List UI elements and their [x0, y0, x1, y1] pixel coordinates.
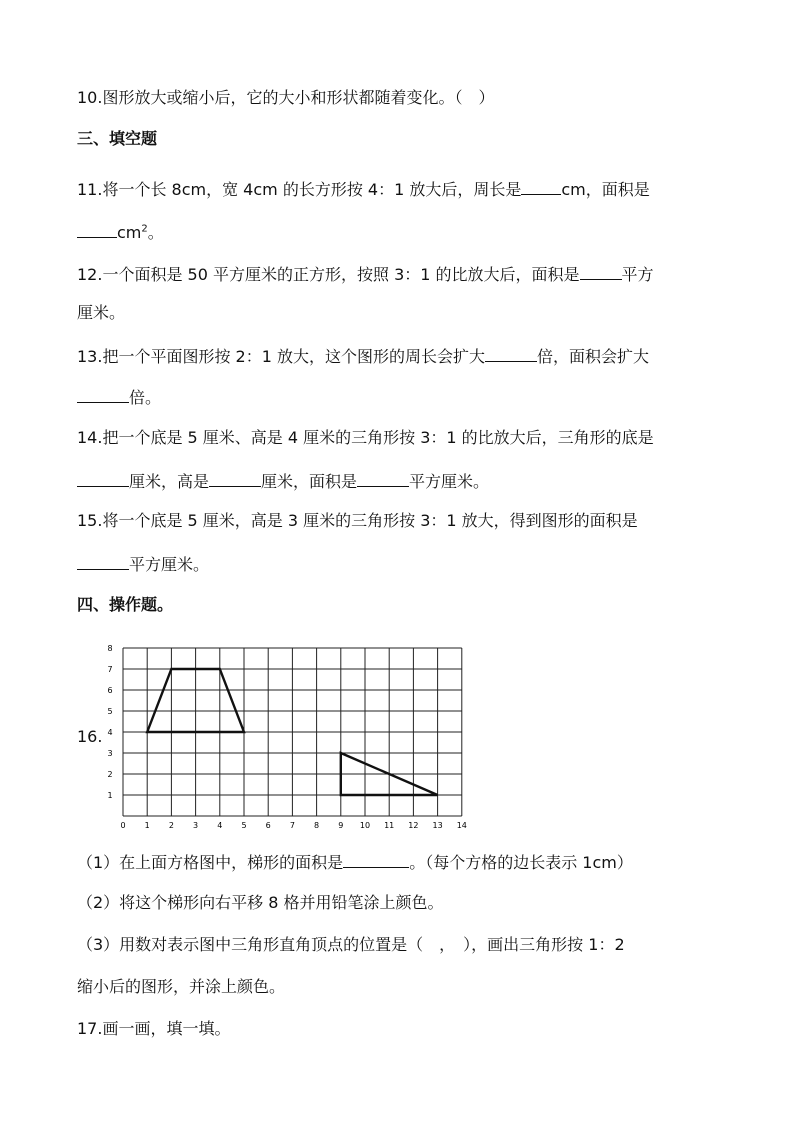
x-tick-label: 12 — [408, 821, 419, 830]
coordinate-grid — [100, 640, 480, 832]
question-10: 10.图形放大或缩小后，它的大小和形状都随着变化。（ ） — [77, 88, 495, 107]
answer-blank[interactable] — [209, 470, 261, 487]
question-16-part-3: （3）用数对表示图中三角形直角顶点的位置是（ ， ），画出三角形按 1：2 — [77, 935, 625, 954]
question-15-continued: 平方厘米。 — [77, 553, 209, 575]
answer-blank[interactable] — [77, 470, 129, 487]
question-11: 11.将一个长 8cm，宽 4cm 的长方形按 4：1 放大后，周长是 cm，面积是 — [77, 180, 650, 199]
answer-blank[interactable] — [580, 263, 622, 280]
y-tick-label: 3 — [107, 749, 113, 758]
question-17: 17.画一画，填一填。 — [77, 1019, 231, 1038]
answer-blank[interactable] — [357, 470, 409, 487]
answer-blank[interactable] — [77, 386, 129, 403]
question-11-continued: $cm^2$。 — [77, 221, 164, 243]
y-tick-label: 1 — [107, 791, 113, 800]
y-tick-label: 4 — [107, 728, 113, 737]
y-tick-label: 6 — [107, 686, 113, 695]
answer-blank[interactable] — [77, 553, 129, 570]
question-13: 13.把一个平面图形按 2：1 放大，这个图形的周长会扩大 倍，面积会扩大 — [77, 347, 649, 366]
x-tick-label: 8 — [314, 821, 320, 830]
y-tick-label: 7 — [107, 665, 113, 674]
question-16-part-2: （2）将这个梯形向右平移 8 格并用铅笔涂上颜色。 — [77, 893, 444, 912]
question-16-part-1: （1）在上面方格图中，梯形的面积是 。（每个方格的边长表示 1cm） — [77, 853, 633, 872]
x-tick-label: 2 — [168, 821, 174, 830]
x-tick-label: 0 — [120, 821, 126, 830]
answer-blank[interactable] — [521, 178, 561, 195]
x-tick-label: 7 — [289, 821, 295, 830]
x-tick-label: 14 — [456, 821, 467, 830]
x-tick-label: 13 — [432, 821, 443, 830]
x-tick-label: 6 — [265, 821, 271, 830]
section-heading-fill-in: 三、填空题 — [77, 129, 158, 148]
x-tick-label: 1 — [144, 821, 150, 830]
answer-blank[interactable] — [77, 221, 117, 238]
question-16-part-3-continued: 缩小后的图形，并涂上颜色。 — [77, 977, 286, 996]
x-tick-label: 9 — [338, 821, 344, 830]
x-tick-label: 5 — [241, 821, 247, 830]
answer-blank[interactable] — [485, 345, 537, 362]
question-16-number: 16. — [77, 727, 103, 746]
y-tick-label: 5 — [107, 707, 113, 716]
x-tick-label: 4 — [217, 821, 223, 830]
x-tick-label: 11 — [384, 821, 395, 830]
question-13-continued: 倍。 — [77, 386, 161, 408]
y-tick-label: 2 — [107, 770, 113, 779]
y-tick-label: 8 — [107, 644, 113, 653]
question-12-continued: 厘米。 — [77, 303, 126, 322]
question-14-continued: 厘米，高是 厘米，面积是 平方厘米。 — [77, 470, 489, 492]
x-tick-label: 10 — [359, 821, 371, 830]
grid-figure — [100, 640, 480, 832]
answer-blank[interactable] — [343, 851, 409, 868]
section-heading-operation: 四、操作题。 — [77, 595, 174, 614]
question-15: 15.将一个底是 5 厘米，高是 3 厘米的三角形按 3：1 放大，得到图形的面积是 — [77, 511, 638, 530]
x-tick-label: 3 — [193, 821, 199, 830]
question-12: 12.一个面积是 50 平方厘米的正方形，按照 3：1 的比放大后，面积是 平方 — [77, 265, 654, 284]
question-14: 14.把一个底是 5 厘米、高是 4 厘米的三角形按 3：1 的比放大后，三角形的底是 — [77, 428, 654, 447]
